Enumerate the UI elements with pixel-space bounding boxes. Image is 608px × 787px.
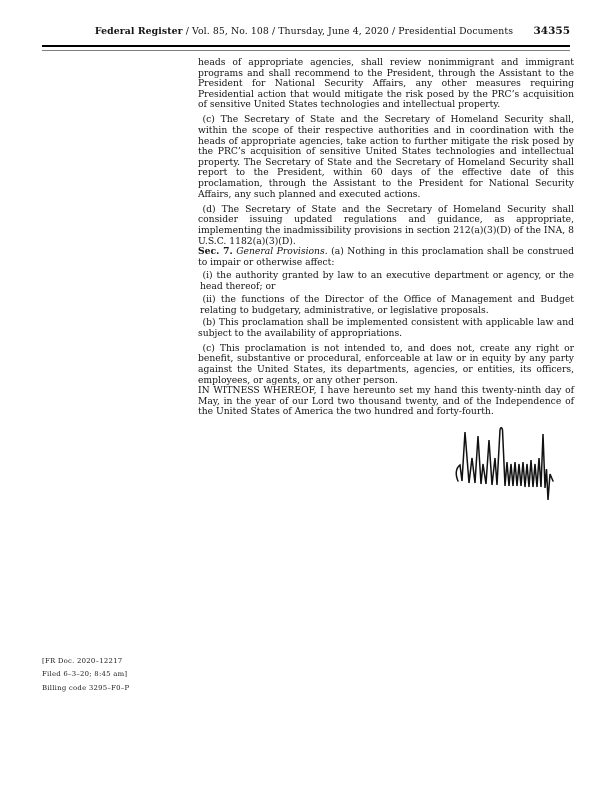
section-number: Sec. 7. bbox=[198, 246, 233, 258]
paragraph-c2: (c) This proclamation is not intended to, and does not, create any right or benefit, substantive or procedural, enforceable at law or in equity by any party against the United States, its departments, agencies, or entities, its officers, employees, or agents, or any other person. bbox=[198, 342, 574, 386]
paragraph-c: (c) The Secretary of State and the Secretary of Homeland Security shall, within the scope of their respective authorities and in coordination with the heads of appropriate agencies, take action to further mitigate the risk posed by the PRC’s acquisition of sensitive United States technologies and intellectual property. The Secretary of State and the Secretary of Homeland Security shall report to the President, within 60 days of the effective date of this proclamation, through the Assistant to the President for National Security Affairs, any such planned and executed actions. bbox=[198, 114, 574, 200]
fr-doc-number: [FR Doc. 2020–12217 bbox=[42, 657, 123, 665]
witness-paragraph: IN WITNESS WHEREOF, I have hereunto set my hand this twenty-ninth day of May, in the year of our Lord two thousand twenty, and of the Independence of the United States of America the two hundred and forty-fourth. bbox=[198, 385, 574, 418]
signature-block bbox=[0, 424, 608, 512]
page-header bbox=[0, 0, 608, 51]
paragraph-b: (b) This proclamation shall be implemented consistent with applicable law and subject to the availability of appropriations. bbox=[198, 317, 574, 339]
page-number: 34355 bbox=[533, 25, 570, 37]
section-title: General Provisions. bbox=[236, 246, 328, 258]
section-text: (a) Nothing in this proclamation shall be construed to impair or otherwise affect: bbox=[198, 246, 574, 268]
subparagraph-i: (i) the authority granted by law to an executive department or agency, or the head thereof; or bbox=[200, 270, 574, 292]
journal-name: Federal Register bbox=[94, 26, 183, 37]
billing-code: Billing code 3295–F0–P bbox=[42, 683, 130, 692]
document-body bbox=[198, 58, 574, 418]
section-7-paragraph bbox=[198, 247, 574, 268]
subparagraph-ii: (ii) the functions of the Director of the Office of Management and Budget relating to budgetary, administrative, or legislative proposals. bbox=[200, 294, 574, 317]
paragraph-d: (d) The Secretary of State and the Secretary of Homeland Security shall consider issuing updated regulations and guidance, as appropriate, implementing the inadmissibility provisions in section 212(a)(3)(D) of the INA, 8 U.S.C. 1182(a)(3)(D). bbox=[198, 203, 574, 247]
header-rule bbox=[42, 45, 570, 51]
running-head bbox=[0, 0, 608, 43]
page-footer bbox=[42, 655, 129, 695]
presidential-signature-icon bbox=[452, 424, 562, 504]
header-title bbox=[0, 26, 608, 37]
filed-date: Filed 6–3–20; 8:45 am] bbox=[42, 670, 128, 679]
issue-info: / Vol. 85, No. 108 / Thursday, June 4, 2020 / Presidential Documents bbox=[182, 26, 514, 37]
paragraph-continuation: heads of appropriate agencies, shall review nonimmigrant and immigrant programs and shall recommend to the President, through the Assistant to the President for National Security Affairs, any other measures requiring Presidential action that would mitigate the risk posed by the PRC’s acquisition of sensitive United States technologies and intellectual property. bbox=[198, 57, 574, 111]
